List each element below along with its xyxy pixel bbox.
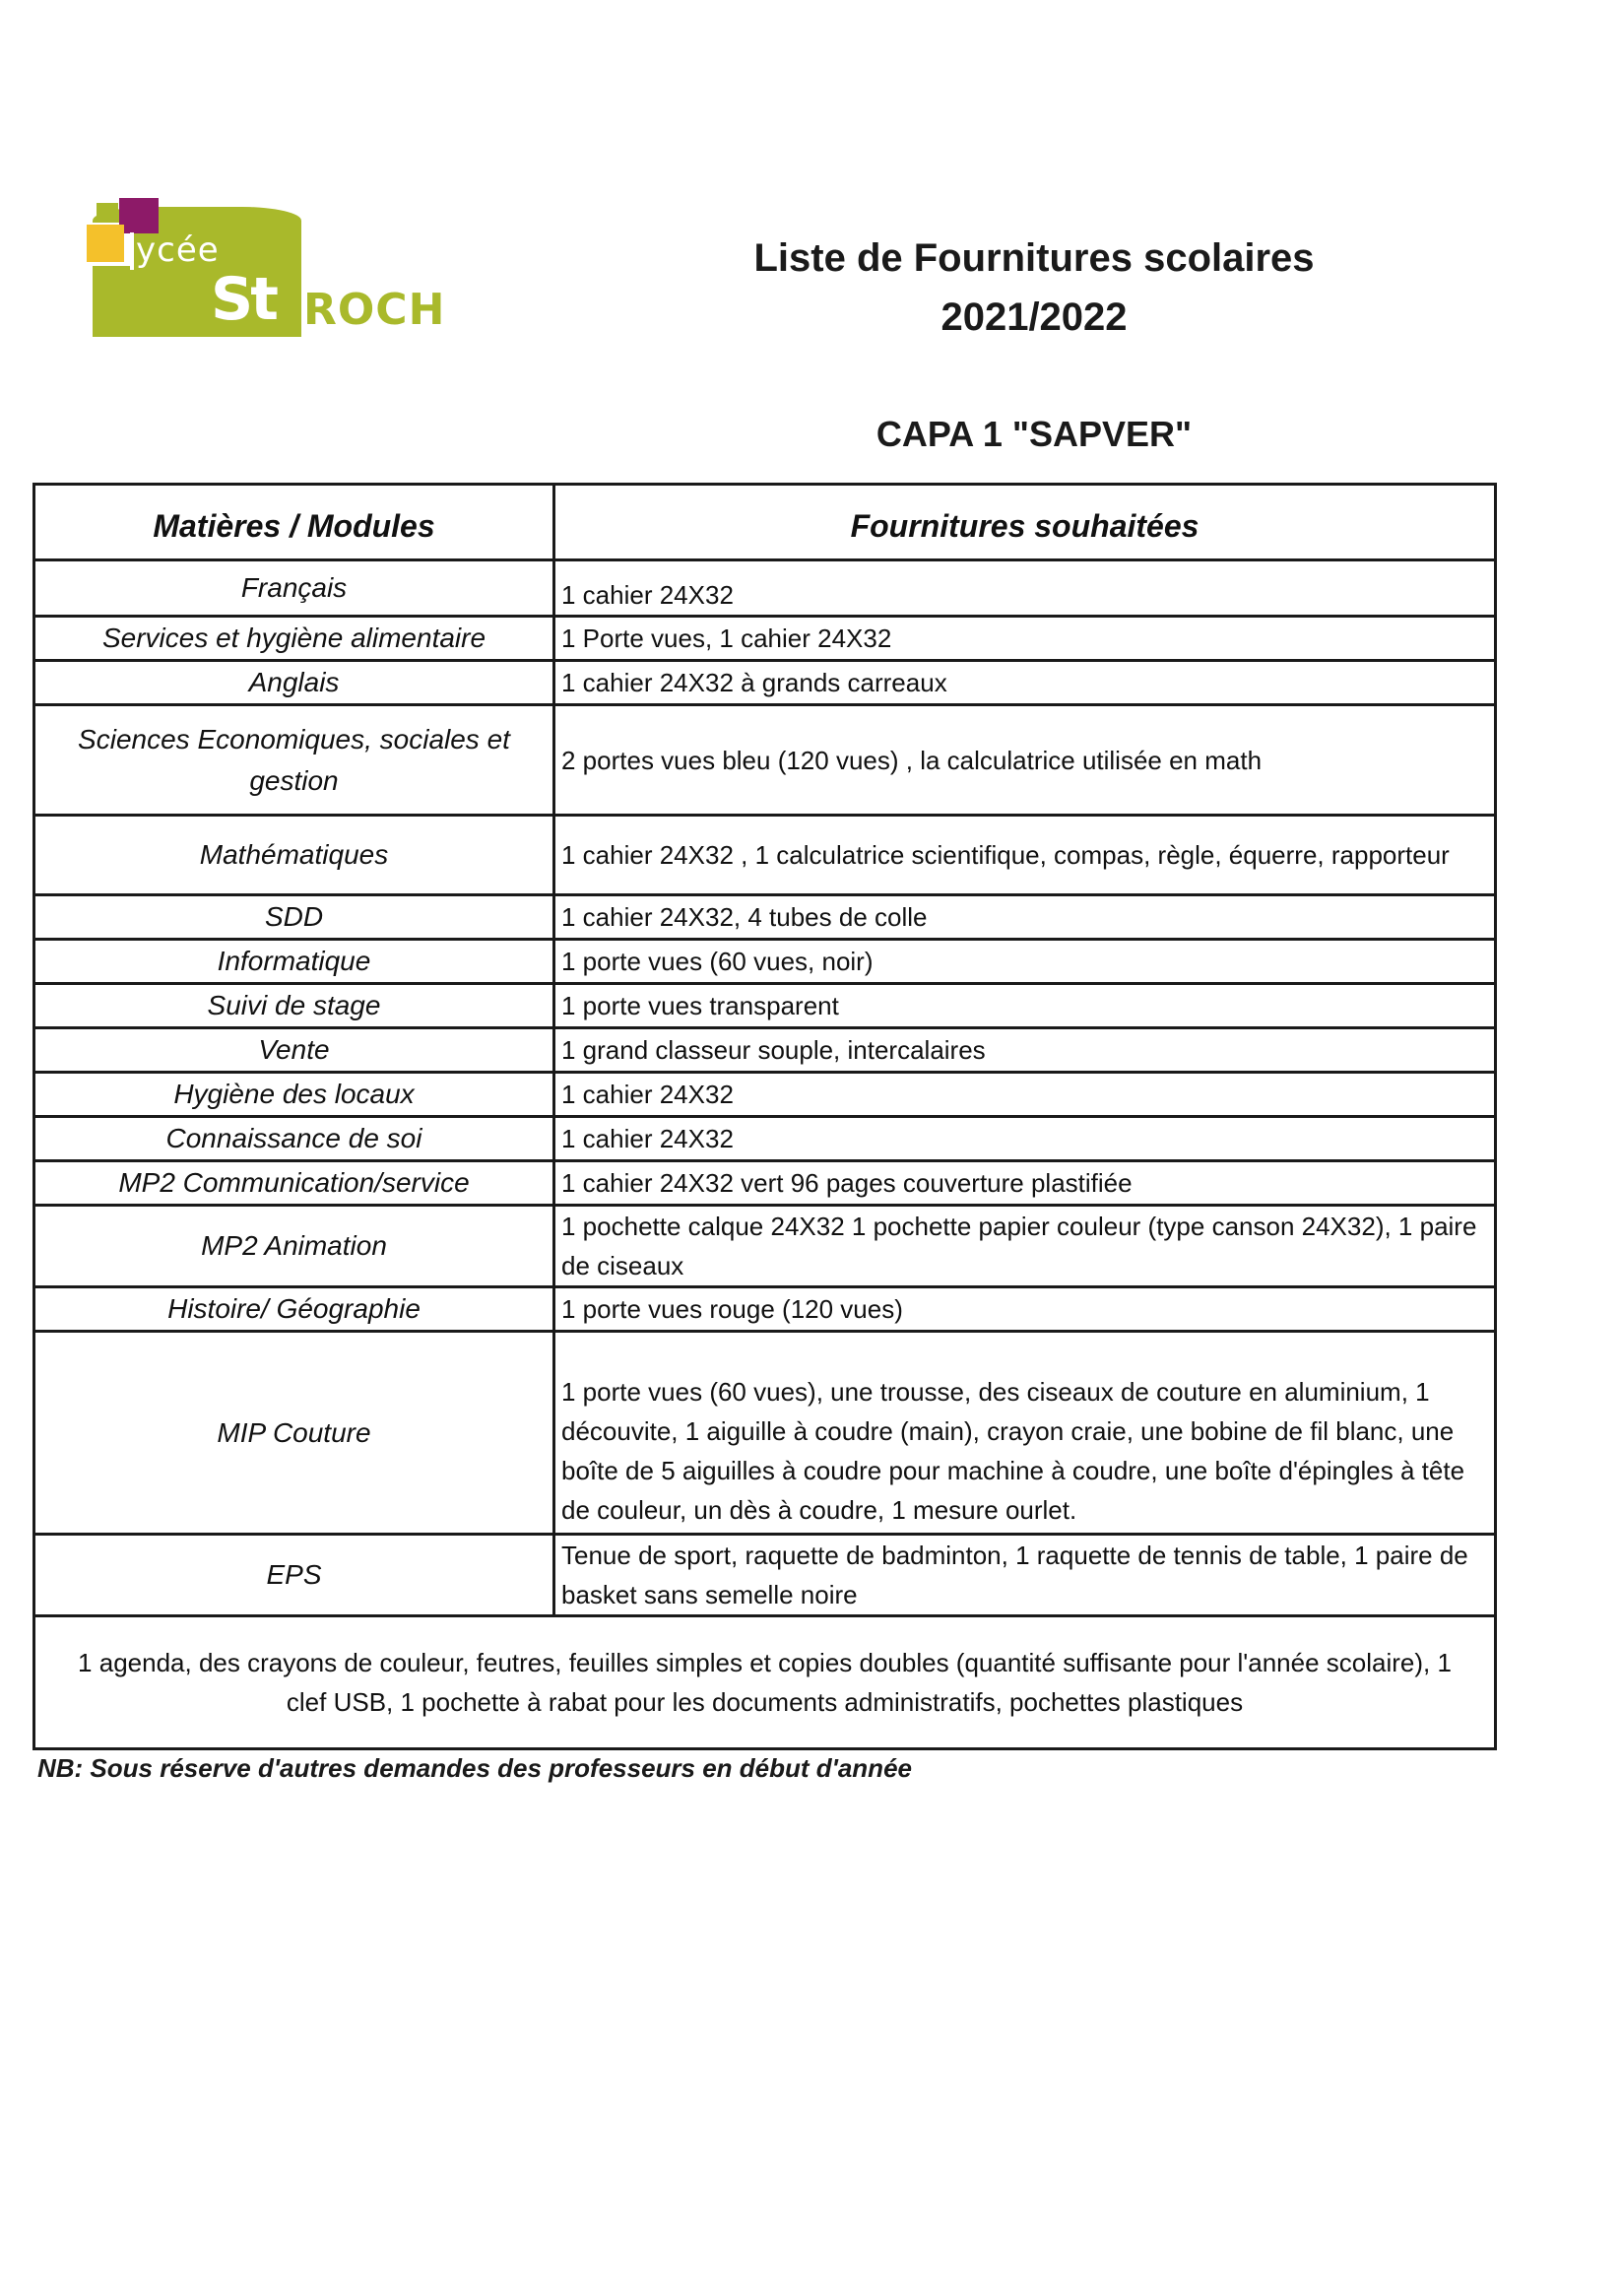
subject-cell: EPS — [34, 1535, 554, 1616]
table-row — [34, 1287, 1496, 1332]
table-row — [34, 560, 1496, 617]
footnote: NB: Sous réserve d'autres demandes des professeurs en début d'année — [37, 1753, 912, 1783]
subject-cell: Informatique — [34, 940, 554, 984]
logo-green-square — [97, 203, 118, 223]
subject-cell: Suivi de stage — [34, 984, 554, 1028]
subject-cell: MP2 Animation — [34, 1206, 554, 1287]
table-row — [34, 984, 1496, 1028]
subject-cell: Mathématiques — [34, 816, 554, 895]
supplies-table — [32, 483, 1497, 1750]
items-cell: 2 portes vues bleu (120 vues) , la calculatrice utilisée en math — [554, 705, 1496, 816]
column-header-supplies: Fournitures souhaitées — [554, 485, 1496, 560]
subject-cell: Connaissance de soi — [34, 1117, 554, 1161]
items-cell: 1 cahier 24X32 — [554, 560, 1496, 617]
items-cell: 1 cahier 24X32, 4 tubes de colle — [554, 895, 1496, 940]
table-row — [34, 1161, 1496, 1206]
logo-lycee-text: ycée — [136, 230, 220, 270]
table-row — [34, 940, 1496, 984]
column-header-subjects: Matières / Modules — [34, 485, 554, 560]
table-header-row — [34, 485, 1496, 560]
items-cell: 1 porte vues rouge (120 vues) — [554, 1287, 1496, 1332]
table-row — [34, 1028, 1496, 1073]
table-row — [34, 895, 1496, 940]
items-cell: 1 cahier 24X32 — [554, 1117, 1496, 1161]
items-cell: 1 porte vues transparent — [554, 984, 1496, 1028]
items-cell: 1 porte vues (60 vues, noir) — [554, 940, 1496, 984]
table-row — [34, 661, 1496, 705]
subject-cell: Histoire/ Géographie — [34, 1287, 554, 1332]
table-row — [34, 1117, 1496, 1161]
logo-letter-l — [130, 232, 134, 270]
subject-cell: MIP Couture — [34, 1332, 554, 1535]
items-cell: 1 pochette calque 24X32 1 pochette papier couleur (type canson 24X32), 1 paire de ciseaux — [554, 1206, 1496, 1287]
table-row — [34, 816, 1496, 895]
items-cell: 1 porte vues (60 vues), une trousse, des ciseaux de couture en aluminium, 1 découvite, 1 aiguille à coudre (main), crayon craie, une bobine de fil blanc, une boîte de 5 aiguilles à coudre pour machine à coudre, une boîte d'épingles à tête de couleur, un dès à coudre, 1 mesure ourlet. — [554, 1332, 1496, 1535]
items-cell: 1 cahier 24X32 , 1 calculatrice scientifique, compas, règle, équerre, rapporteur — [554, 816, 1496, 895]
document-title: Liste de Fournitures scolaires — [753, 236, 1315, 280]
subject-cell: Vente — [34, 1028, 554, 1073]
items-cell: 1 cahier 24X32 à grands carreaux — [554, 661, 1496, 705]
subject-cell: MP2 Communication/service — [34, 1161, 554, 1206]
subject-cell: Hygiène des locaux — [34, 1073, 554, 1117]
table-row — [34, 1073, 1496, 1117]
subject-cell: Services et hygiène alimentaire — [34, 617, 554, 661]
table-row — [34, 617, 1496, 661]
items-cell: 1 cahier 24X32 vert 96 pages couverture plastifiée — [554, 1161, 1496, 1206]
logo-roch-text: ROCH — [303, 285, 446, 335]
items-cell: 1 cahier 24X32 — [554, 1073, 1496, 1117]
general-supplies-row — [34, 1616, 1496, 1749]
items-cell: 1 grand classeur souple, intercalaires — [554, 1028, 1496, 1073]
logo-st-text: St — [211, 265, 276, 334]
table-row — [34, 1332, 1496, 1535]
table-row — [34, 705, 1496, 816]
subject-cell: Anglais — [34, 661, 554, 705]
logo-yellow-square — [87, 225, 124, 262]
items-cell: Tenue de sport, raquette de badminton, 1 raquette de tennis de table, 1 paire de basket sans semelle noire — [554, 1535, 1496, 1616]
subject-cell: Français — [34, 560, 554, 617]
school-year: 2021/2022 — [940, 295, 1128, 339]
table-row — [34, 1206, 1496, 1287]
subject-cell: SDD — [34, 895, 554, 940]
logo-magenta-square — [119, 198, 159, 233]
class-name: CAPA 1 "SAPVER" — [875, 414, 1193, 454]
subject-cell: Sciences Economiques, sociales et gestion — [34, 705, 554, 816]
school-logo — [85, 193, 469, 341]
table-row — [34, 1535, 1496, 1616]
items-cell: 1 Porte vues, 1 cahier 24X32 — [554, 617, 1496, 661]
general-supplies-cell: 1 agenda, des crayons de couleur, feutres, feuilles simples et copies doubles (quantité suffisante pour l'année scolaire), 1 clef USB, 1 pochette à rabat pour les documents administratifs, pochettes plastiques — [34, 1616, 1496, 1749]
